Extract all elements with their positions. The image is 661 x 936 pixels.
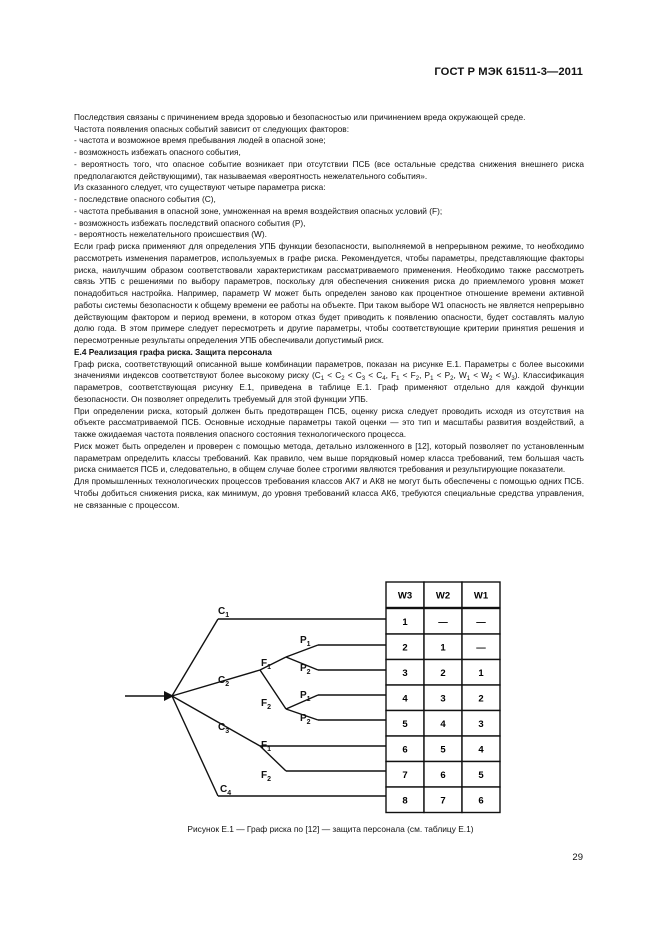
paragraph: Риск может быть определен и проверен с помощью метода, детально изложенного в [12], который позволяет по установленным параметрам определить классы требований. Как правило, чем выше порядковый номер класса требований, тем большая часть риска снимается ПСБ и, следовательно, в общем случае более строгими являются требования и результирующие показатели. — [74, 440, 584, 475]
list-item: - вероятность нежелательного происшествия (W). — [74, 229, 267, 240]
risk-graph-figure — [120, 578, 520, 818]
branch-p1 — [286, 645, 318, 657]
section-title: Е.4 Реализация графа риска. Защита персонала — [74, 346, 272, 357]
label-f2b: $F_2$ — [261, 770, 272, 783]
table-header-text: W1 — [473, 590, 489, 602]
table-text: 6 — [440, 769, 446, 781]
table-text: — — [438, 616, 448, 628]
list-item: - последствие опасного события (С), — [74, 194, 216, 204]
table-text: 6 — [402, 744, 408, 756]
table-text: 2 — [440, 667, 446, 679]
paragraph: Частота появления опасных событий зависит от следующих факторов: — [74, 123, 350, 134]
body-text — [74, 100, 584, 511]
table-text: 4 — [478, 744, 484, 756]
table-text: 4 — [440, 718, 446, 730]
list-item: - возможность избежать опасного события, — [74, 147, 241, 157]
table-text: 2 — [478, 693, 484, 705]
branch-c4 — [172, 696, 218, 796]
table-text: 2 — [402, 642, 408, 654]
label-c2: $C_2$ — [218, 675, 230, 688]
table-text: 7 — [402, 769, 408, 781]
page-header: ГОСТ Р МЭК 61511-3—2011 — [434, 66, 583, 78]
paragraph: Последствия связаны с причинением вреда здоровью и безопасностью или причинением вреда окружающей среде. — [74, 111, 526, 122]
table-text: 1 — [440, 642, 446, 654]
label-f1: $F_1$ — [261, 658, 272, 671]
label-c4: $C_4$ — [220, 784, 232, 797]
table-text: — — [476, 616, 486, 628]
table-text: 5 — [440, 744, 446, 756]
list-item: - вероятность того, что опасное событие возникает при отсутствии ПСБ (все остальные средства снижения внешнего риска предполагаются действующими), так называемая «вероятность нежелательного события». — [74, 158, 584, 181]
table-text: — — [476, 642, 486, 654]
paragraph: Граф риска, соответствующий описанной выше комбинации параметров, показан на рисунке Е.1. Параметры с более высокими значениями индексов соответствуют более высокому риску ($C_1 < C_2 < C_3 < C_4$, $F_1 < F_2$, $P_1 < P_2$, $W_1 < W_2 < W_3$). Классификация параметров, соответствующая рисунку Е.1, приведена в таблице Е.1. Граф применяют отдельно для каждой функции безопасности. Он позволяет определить требуемый для этой функции УПБ. — [74, 358, 584, 404]
branch-c3 — [172, 696, 260, 746]
table-text: 7 — [440, 795, 446, 807]
label-p1b: $P_1$ — [300, 690, 311, 703]
table-text: 3 — [478, 718, 484, 730]
label-p1: $P_1$ — [300, 635, 311, 648]
list-item: - частота и возможное время пребывания людей в опасной зоне; — [74, 135, 326, 146]
table-text: 4 — [402, 693, 408, 705]
paragraph: При определении риска, который должен быть предотвращен ПСБ, оценку риска следует проводить исходя из отсутствия на объекте рассматриваемой ПСБ. Основные исходные параметры такой оценки — это тип и масштабы развития воздействий, а также ожидаемая частота появления опасного состояния технологического процесса. — [74, 405, 584, 439]
paragraph: Для промышленных технологических процессов требования классов АК7 и АК8 не могут быть обеспечены с помощью одних ПСБ. Чтобы добиться снижения риска, как минимум, до уровня требований класса АК6, требуются специальные средства управления, не связанные с процессом. — [74, 476, 584, 510]
list-item: - возможность избежать последствий опасного события (Р), — [74, 217, 306, 228]
label-p2b: $P_2$ — [300, 713, 311, 726]
list-item: - частота пребывания в опасной зоне, умноженная на время воздействия опасных условий (F); — [74, 205, 443, 216]
table-text: 8 — [402, 795, 408, 807]
table-header-text: W2 — [435, 590, 451, 602]
label-c1: $C_1$ — [218, 606, 230, 619]
label-f2: $F_2$ — [261, 698, 272, 711]
label-f1b: $F_1$ — [261, 740, 272, 753]
table-text: 1 — [402, 616, 408, 628]
paragraph: Из сказанного следует, что существуют четыре параметра риска: — [74, 182, 326, 193]
paragraph: Если граф риска применяют для определения УПБ функции безопасности, выполняемой в непрерывном режиме, то необходимо рассмотреть изменения параметров, используемых в графе риска. Рекомендуется, чтобы параметры, представляющие факторы риска, наилучшим образом соответствовали характеристикам рассматриваемого применения. Необходимо также рассмотреть связь УПБ с решениями по выбору параметров, поскольку для обеспечения снижения риска до приемлемого уровня может понадобиться настройка. Например, параметр W может быть определен заново как процентное отношение времени активной работы системы безопасности к общему времени ее работы на объекте. При таком выборе W1 опасность не является непрерывно действующим фактором и период времени, в котором отказ будет приводить к появлению опасности, будет составлять малую долю года. В этом примере следует пересмотреть и другие параметры, чтобы соответствующие критерии принятия решения и пересмотренные результаты определения УПБ обеспечивали допустимый риск. — [74, 241, 584, 345]
arrowhead-icon — [164, 691, 174, 701]
label-p2: $P_2$ — [300, 663, 311, 676]
table-text: 3 — [402, 667, 408, 679]
table-text: 1 — [478, 667, 484, 679]
figure-caption: Рисунок Е.1 — Граф риска по [12] — защита персонала (см. таблицу Е.1) — [187, 824, 474, 834]
table-text: 3 — [440, 693, 446, 705]
page-number: 29 — [572, 852, 583, 863]
table-text: 5 — [478, 769, 484, 781]
label-c3: $C_3$ — [218, 722, 230, 735]
table-text: 5 — [402, 718, 408, 730]
table-header-text: W3 — [397, 590, 413, 602]
table-text: 6 — [478, 795, 484, 807]
requirement-class-table — [386, 582, 500, 813]
